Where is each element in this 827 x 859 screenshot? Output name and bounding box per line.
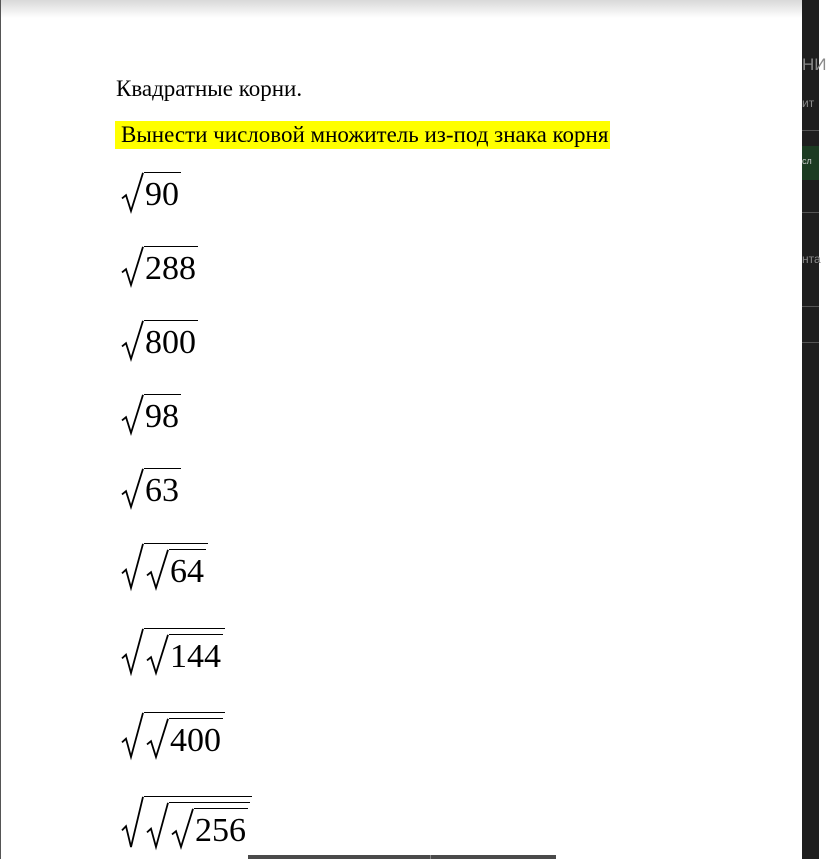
side-panel-snippet-2: ит [802, 96, 815, 110]
horizontal-scrollbar[interactable] [248, 855, 556, 859]
radical [120, 246, 198, 286]
document-title: Квадратные корни. [116, 76, 303, 101]
radical-sign-icon [145, 549, 169, 589]
radical [145, 634, 223, 674]
root-expression [120, 320, 198, 365]
radical [120, 320, 198, 360]
radical-sign-icon [120, 320, 144, 360]
radical [120, 172, 181, 212]
radicand-value: 256 [195, 812, 246, 849]
side-panel-green-button[interactable] [802, 146, 819, 180]
radicand-value: 800 [145, 324, 196, 361]
radicand-value: 288 [145, 250, 196, 287]
radical [120, 628, 225, 674]
radical [145, 718, 223, 758]
radical [170, 808, 248, 848]
radical-sign-icon [120, 543, 144, 589]
side-panel[interactable] [802, 0, 827, 859]
root-expression [120, 628, 225, 679]
radicand-value: 144 [170, 638, 221, 675]
radical-sign-icon [120, 394, 144, 434]
radical [145, 549, 206, 589]
radical-sign-icon [145, 802, 169, 848]
root-expression [120, 394, 181, 439]
radicand-value: 98 [145, 398, 179, 435]
side-panel-divider [802, 130, 819, 131]
radical [120, 468, 181, 508]
radicand-value: 90 [145, 176, 179, 213]
radical [120, 543, 208, 589]
root-expression [120, 543, 208, 594]
radical-sign-icon [120, 246, 144, 286]
radicand-value: 63 [145, 472, 179, 509]
radical [120, 796, 252, 848]
radical-sign-icon [170, 808, 194, 848]
root-expression [120, 246, 198, 291]
radical-sign-icon [120, 712, 144, 758]
radical-sign-icon [120, 796, 144, 848]
radical [120, 712, 225, 758]
root-expression [120, 172, 181, 217]
radical [120, 394, 181, 434]
side-panel-snippet-1: НИ [802, 55, 827, 74]
page-left-border [0, 0, 1, 859]
radical-sign-icon [120, 172, 144, 212]
side-panel-snippet-3: сл [802, 156, 812, 166]
radical-sign-icon [145, 634, 169, 674]
radicand-value: 400 [170, 722, 221, 759]
radical [145, 802, 250, 848]
root-expression [120, 712, 225, 763]
side-panel-divider [802, 212, 819, 213]
side-panel-divider [802, 342, 819, 343]
root-expression [120, 796, 252, 853]
radical-sign-icon [145, 718, 169, 758]
page-top-shadow [0, 0, 802, 18]
root-expression [120, 468, 181, 513]
radical-sign-icon [120, 628, 144, 674]
side-panel-divider [802, 306, 819, 307]
radical-sign-icon [120, 468, 144, 508]
radicand-value: 64 [170, 553, 204, 590]
task-highlighted-text: Вынести числовой множитель из-под знака корня [115, 121, 610, 149]
side-panel-snippet-4: нта [802, 252, 821, 266]
